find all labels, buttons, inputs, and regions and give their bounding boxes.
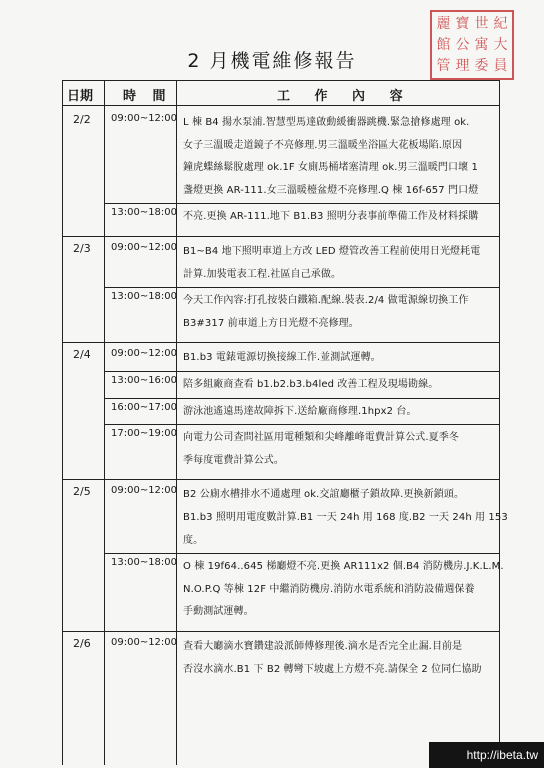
- work-line: 計算.加裝電表工程.社區自己承做。: [183, 268, 342, 280]
- work-line: B2 公廁水槽排水不通處理 ok.交誼廳櫃子鎖故障.更換新鎖頭。: [183, 489, 465, 501]
- slot-separator: [104, 424, 499, 425]
- stamp-char: 寓: [474, 36, 489, 53]
- table-header: [63, 81, 499, 106]
- date-separator: [63, 631, 499, 632]
- entry-date: 2/6: [73, 637, 91, 650]
- entry-date: 2/5: [73, 485, 91, 499]
- slot-time: 17:00~19:00: [111, 428, 178, 440]
- work-line: B1.b3 電錶電源切換接線工作.並測試運轉。: [183, 352, 381, 364]
- work-line: 陪多組廠商查看 b1.b2.b3.b4led 改善工程及現場勘線。: [183, 379, 439, 390]
- stamp-char: 紀: [493, 16, 508, 33]
- report-title: 2 月機電維修報告: [187, 50, 357, 72]
- stamp-char: 大: [493, 36, 508, 53]
- site-watermark: http://ibeta.tw: [429, 742, 544, 768]
- work-line: 鐘虎蝶絲鬆脫處理 ok.1F 女廁馬桶堵塞清理 ok.男三溫暖門口壞 1: [183, 162, 478, 174]
- header-date: 日期: [67, 89, 94, 104]
- work-line: N.O.P.Q 等棟 12F 中繼消防機房.消防水電系統和消防設備週保養: [183, 583, 475, 595]
- date-separator: [63, 479, 499, 480]
- slot-time: 09:00~12:00: [111, 637, 178, 648]
- date-separator: [63, 342, 499, 343]
- entry-date: 2/4: [73, 348, 91, 362]
- column-divider: [176, 81, 177, 765]
- stamp-char: 麗: [436, 16, 451, 33]
- stamp-char: 世: [474, 16, 489, 33]
- date-separator: [63, 236, 499, 237]
- work-line: B3#317 前車道上方日光燈不亮修理。: [183, 317, 359, 329]
- stamp-char: 委: [474, 57, 489, 74]
- column-divider: [104, 81, 105, 765]
- slot-separator: [104, 371, 499, 372]
- work-line: 度。: [183, 534, 204, 546]
- work-line: 查看大廳滴水寶鑽建設派師傅修理後.滴水是否完全止漏.目前是: [183, 641, 463, 652]
- entry-date: 2/3: [73, 242, 91, 255]
- work-line: 女子三溫暖走道鏡子不亮修理.男三溫暖坐浴區大花板場陷.原因: [183, 139, 463, 151]
- slot-separator: [104, 203, 499, 204]
- work-line: 向電力公司查問社區用電種類和尖峰離峰電費計算公式.夏季冬: [183, 432, 459, 444]
- slot-time: 13:00~18:00: [111, 291, 178, 303]
- work-line: B1~B4 地下照明車道上方改 LED 燈管改善工程前使用日光燈耗電: [183, 246, 481, 257]
- entry-date: 2/2: [73, 113, 91, 126]
- slot-time: 09:00~12:00: [111, 242, 178, 253]
- slot-time: 13:00~16:00: [111, 375, 178, 386]
- slot-time: 16:00~17:00: [111, 401, 178, 413]
- work-line: 不亮.更換 AR-111.地下 B1.B3 照明分表事前準備工作及材料採購: [183, 211, 479, 223]
- work-line: L 棟 B4 揚水泵浦.智慧型馬達啟動緩衝器跳機.緊急搶修處理 ok.: [183, 117, 470, 128]
- work-line: O 棟 19f64..645 梯廳燈不亮.更換 AR111x2 個.B4 消防機房.J.K.L.M.: [183, 561, 504, 573]
- work-line: B1.b3 照明用電度數計算.B1 一天 24h 用 168 度.B2 一天 24h 用 153: [183, 512, 508, 523]
- slot-time: 13:00~18:00: [111, 557, 178, 569]
- slot-separator: [104, 287, 499, 288]
- work-line: 否沒水滴水.B1 下 B2 轉彎下坡處上方燈不亮.請保全 2 位同仁協助: [183, 663, 482, 675]
- stamp-char: 管: [436, 57, 451, 74]
- header-work: 工 作 內 容: [277, 89, 413, 104]
- slot-separator: [104, 553, 499, 554]
- slot-time: 09:00~12:00: [111, 485, 178, 497]
- work-line: 季每度電費計算公式。: [183, 454, 284, 466]
- slot-time: 13:00~18:00: [111, 207, 178, 219]
- slot-time: 09:00~12:00: [111, 113, 178, 124]
- stamp-char: 館: [436, 36, 451, 53]
- stamp-char: 公: [455, 36, 470, 53]
- work-line: 盞燈更換 AR-111.女三溫暖檯盆燈不亮修理.Q 棟 16f-657 門口燈: [183, 184, 479, 196]
- slot-time: 09:00~12:00: [111, 348, 178, 360]
- stamp-char: 寶: [455, 16, 470, 33]
- work-line: 手動測試運轉。: [183, 606, 254, 618]
- header-time: 時 間: [123, 89, 172, 104]
- stamp-char: 員: [493, 57, 508, 74]
- stamp-char: 理: [455, 57, 470, 74]
- work-line: 游泳池遙遠馬達故障拆下.送給廠商修理.1hpx2 台。: [183, 405, 417, 417]
- work-line: 今天工作內容:打孔按裝白鐵箱.配線.裝表.2/4 做電源線切換工作: [183, 295, 469, 307]
- slot-separator: [104, 398, 499, 399]
